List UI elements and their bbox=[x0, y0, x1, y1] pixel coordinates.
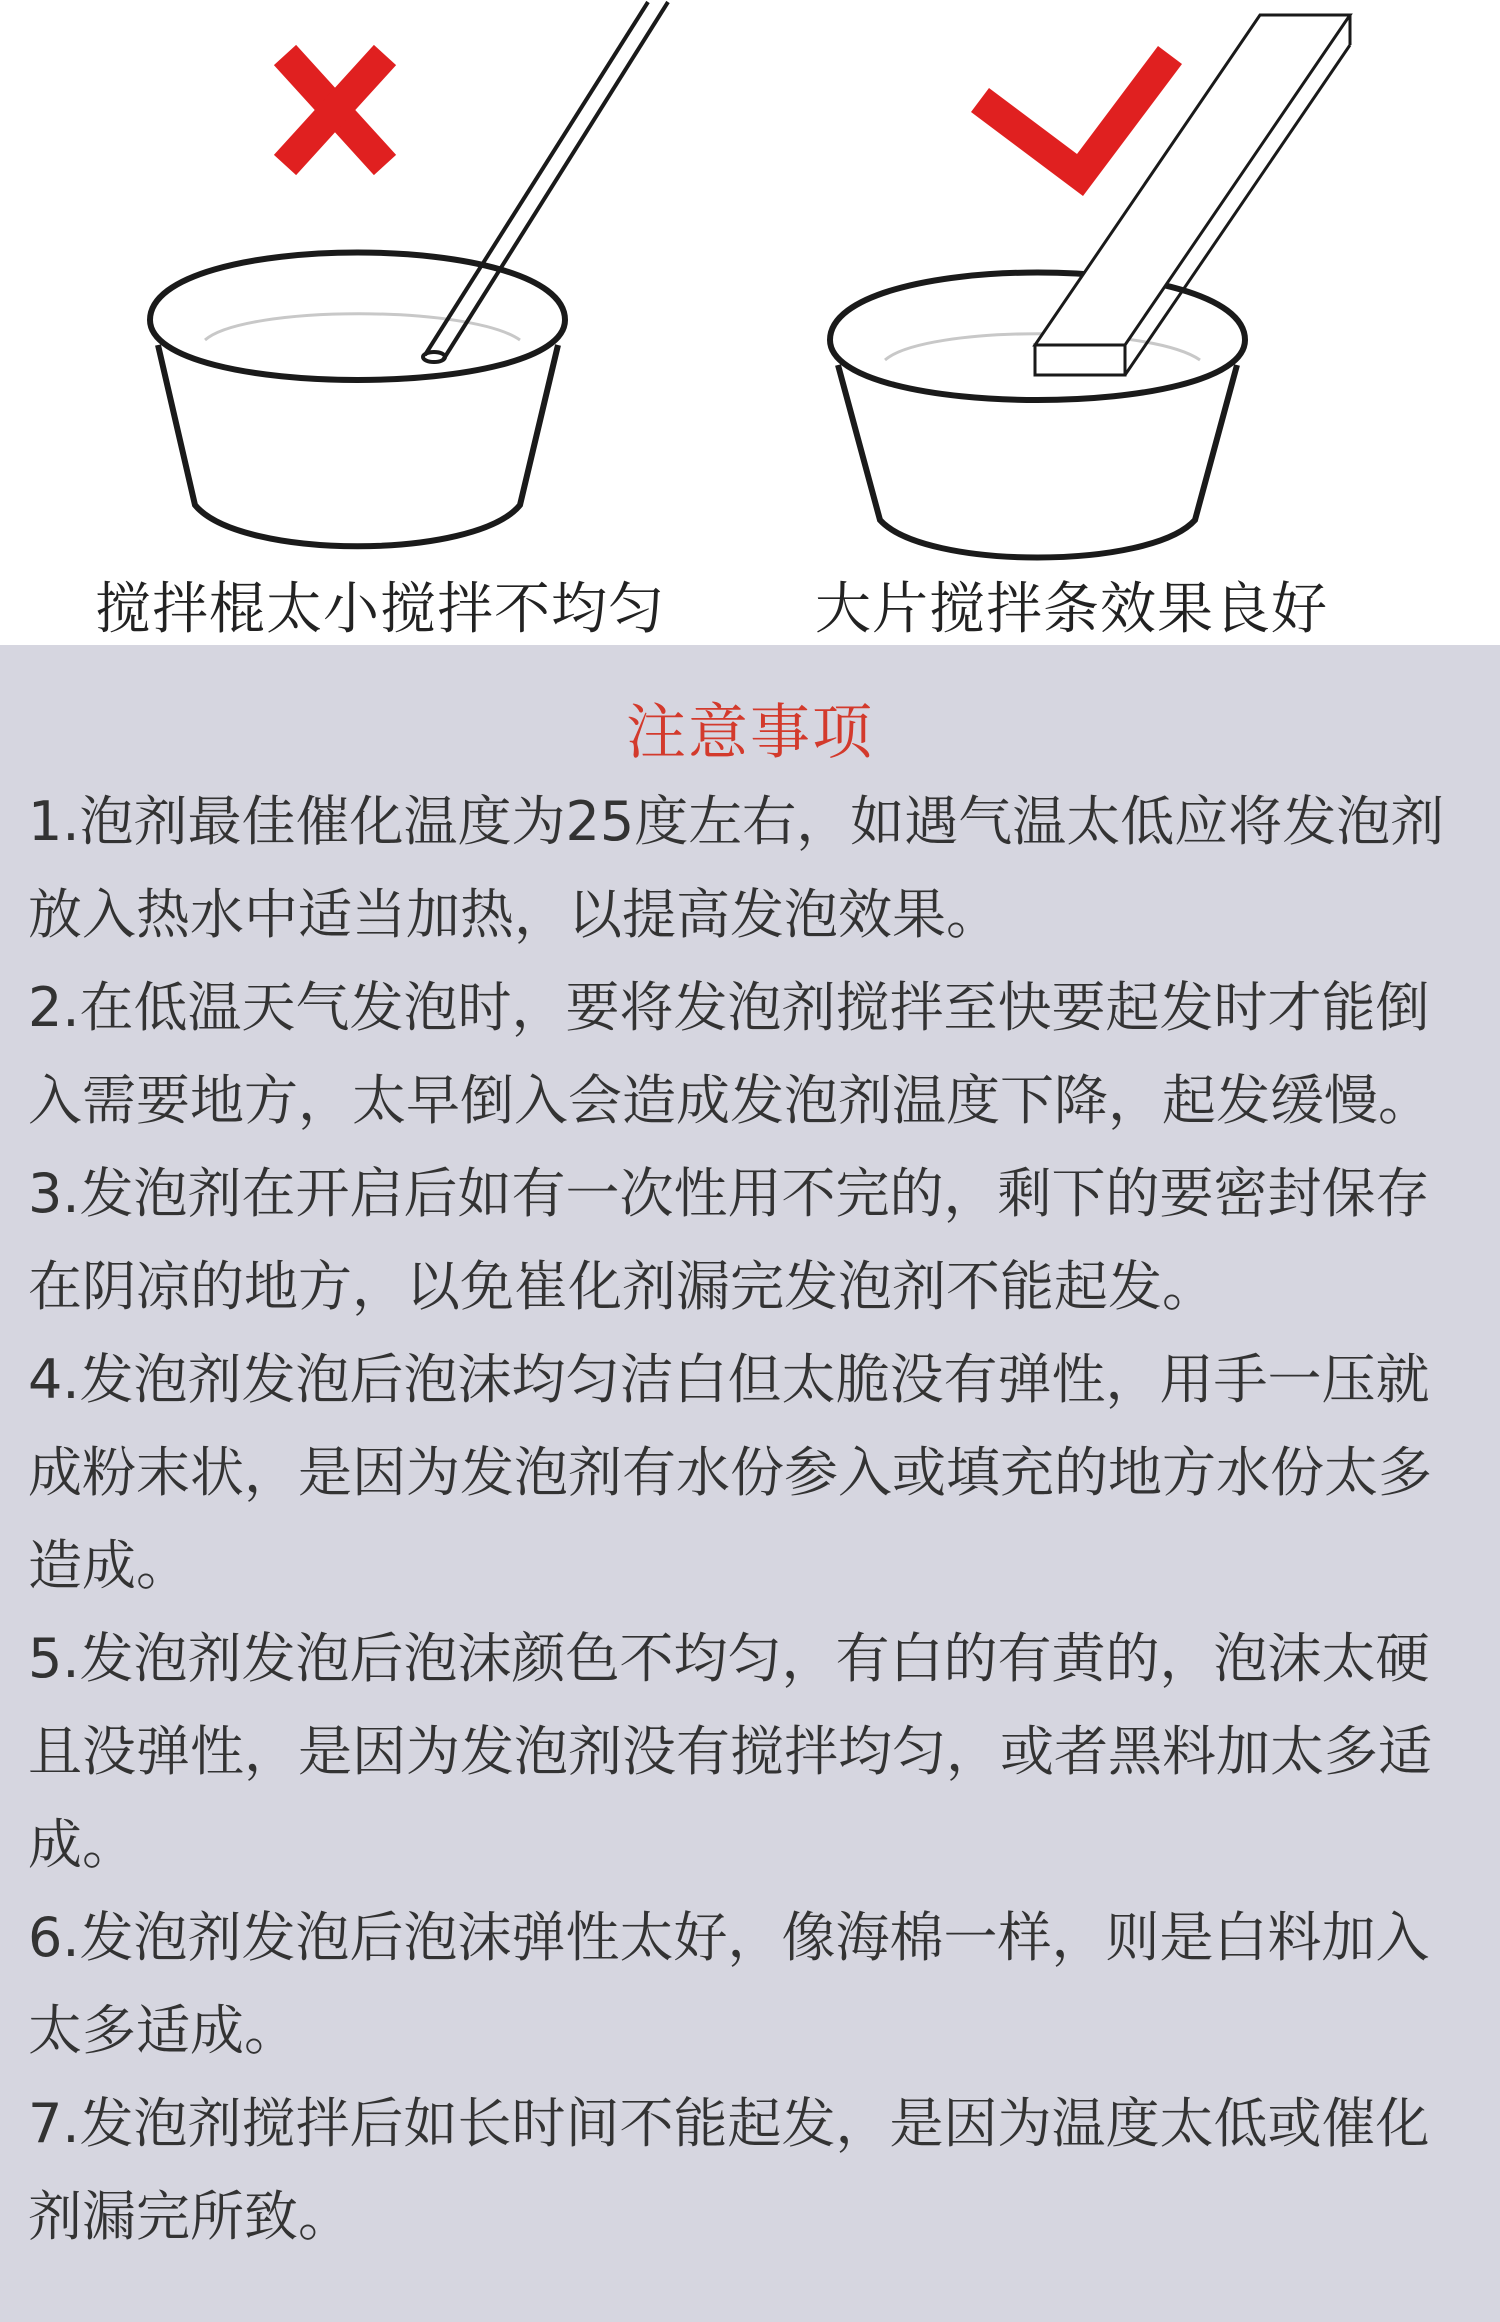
note-item: 3.发泡剂在开启后如有一次性用不完的，剩下的要密封保存在阴凉的地方，以免崔化剂漏完发泡剂不能起发。 bbox=[28, 1162, 1430, 1318]
note-item: 4.发泡剂发泡后泡沫均匀洁白但太脆没有弹性，用手一压就成粉末状，是因为发泡剂有水份参入或填充的地方水份太多造成。 bbox=[28, 1348, 1432, 1597]
bad-caption: 搅拌棍太小搅拌不均匀 bbox=[95, 577, 665, 642]
comparison-illustration bbox=[0, 0, 1500, 645]
notes-section bbox=[0, 645, 1500, 2322]
note-item: 6.发泡剂发泡后泡沫弹性太好，像海棉一样，则是白料加入太多适成。 bbox=[28, 1906, 1430, 2062]
cross-mark-icon bbox=[285, 55, 385, 165]
notes-title: 注意事项 bbox=[626, 698, 874, 768]
note-item: 2.在低温天气发泡时，要将发泡剂搅拌至快要起发时才能倒入需要地方，太早倒入会造成发泡剂温度下降，起发缓慢。 bbox=[28, 976, 1432, 1132]
note-item: 5.发泡剂发泡后泡沫颜色不均匀，有白的有黄的，泡沫太硬且没弹性，是因为发泡剂没有搅拌均匀，或者黑料加太多适成。 bbox=[28, 1627, 1432, 1876]
bowl-with-thin-stick-icon bbox=[150, 2, 668, 546]
check-mark-icon bbox=[980, 55, 1170, 175]
bowl-with-flat-paddle-icon bbox=[830, 15, 1350, 558]
note-item: 7.发泡剂搅拌后如长时间不能起发，是因为温度太低或催化剂漏完所致。 bbox=[28, 2092, 1430, 2248]
good-caption: 大片搅拌条效果良好 bbox=[815, 577, 1328, 642]
comparison-drawing bbox=[0, 0, 1500, 645]
notes-list bbox=[28, 775, 1478, 2263]
note-item: 1.泡剂最佳催化温度为25度左右，如遇气温太低应将发泡剂放入热水中适当加热，以提高发泡效果。 bbox=[28, 790, 1445, 946]
